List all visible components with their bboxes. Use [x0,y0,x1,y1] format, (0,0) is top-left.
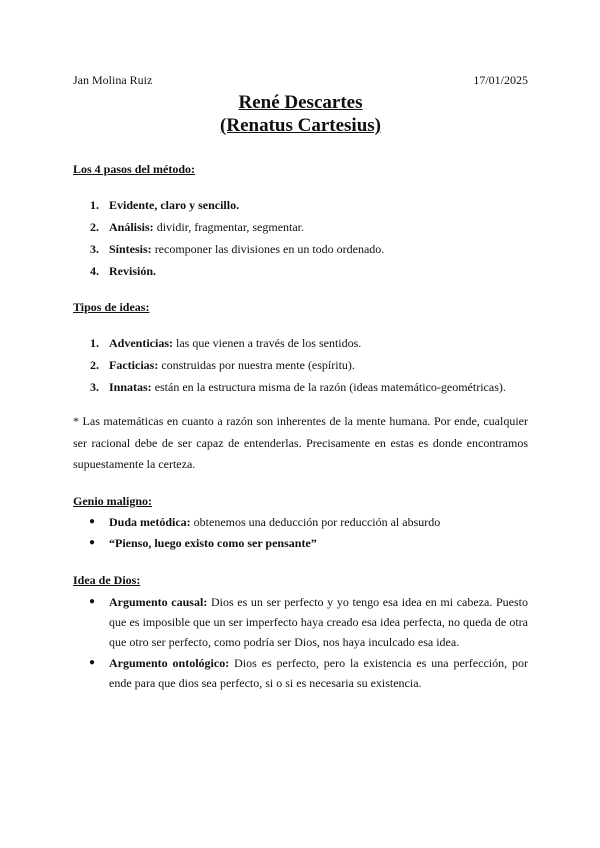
list-term: Revisión. [109,264,157,278]
list-text: recomponer las divisiones en un todo ordenado. [151,242,385,256]
document-date: 17/01/2025 [473,73,528,87]
list-term: Duda metódica: [109,514,191,529]
list-term: Adventicias: [109,336,173,350]
list-item [73,533,528,553]
list-text: Dios es un ser perfecto y yo tengo esa idea en mi cabeza. Puesto que es imposible que un ser imperfecto haya creado esa idea perfecta, no queda de otra que otro ser perfecto, como podría ser Dios, nos haya inculcado esa idea. [109,594,528,649]
method-list [73,197,528,279]
list-term: “Pienso, luego existo como ser pensante” [109,535,317,550]
list-item [73,512,528,532]
list-term: Análisis: [109,220,154,234]
list-term: Evidente, claro y sencillo. [109,198,240,212]
list-item [73,263,528,279]
list-item [73,592,528,652]
genio-heading: Genio maligno: [73,493,153,508]
list-text: obtenemos una deducción por reducción al absurdo [190,514,441,529]
list-item [73,197,528,213]
list-text: dividir, fragmentar, segmentar. [153,220,305,234]
title-line-2: (Renatus Cartesius) [220,115,381,136]
list-number: 1. [90,198,99,212]
list-text: están en la estructura misma de la razón (ideas matemático-geométricas). [151,380,506,394]
list-text: Dios es perfecto, pero la existencia es una perfección, por ende para que dios sea perfecto, si o si es necesaria su existencia. [109,655,528,690]
document-page [73,72,528,694]
genio-list [73,512,528,553]
dios-heading: Idea de Dios: [73,572,141,587]
list-number: 1. [90,336,99,350]
ideas-heading: Tipos de ideas: [73,300,150,314]
list-item [73,241,528,257]
title-line-1: René Descartes [238,92,363,113]
list-item [73,357,528,373]
header-row [73,72,528,88]
bullet-icon: ● [89,536,96,548]
dios-list [73,592,528,693]
list-text: las que vienen a través de los sentidos. [173,336,362,350]
list-number: 3. [90,380,99,394]
list-text: construidas por nuestra mente (espíritu). [158,358,355,372]
ideas-list [73,335,528,395]
list-term: Innatas: [109,380,152,394]
list-number: 4. [90,264,99,278]
method-heading: Los 4 pasos del método: [73,162,196,176]
list-number: 2. [90,358,99,372]
list-term: Argumento causal: [109,594,208,609]
note-paragraph: * Las matemáticas en cuanto a razón son inherentes de la mente humana. Por ende, cualquier ser racional debe de ser capaz de entenderlas. Precisamente en estas es donde encontramos supuestamente la certeza. [73,414,528,471]
bullet-icon: ● [89,595,96,607]
list-item [73,219,528,235]
list-number: 2. [90,220,99,234]
list-term: Síntesis: [109,242,152,256]
bullet-icon: ● [89,515,96,527]
list-item [73,379,528,395]
list-item [73,335,528,351]
list-item [73,653,528,693]
author-name: Jan Molina Ruiz [73,73,153,87]
list-term: Facticias: [109,358,159,372]
bullet-icon: ● [89,656,96,668]
list-number: 3. [90,242,99,256]
list-term: Argumento ontológico: [109,655,230,670]
